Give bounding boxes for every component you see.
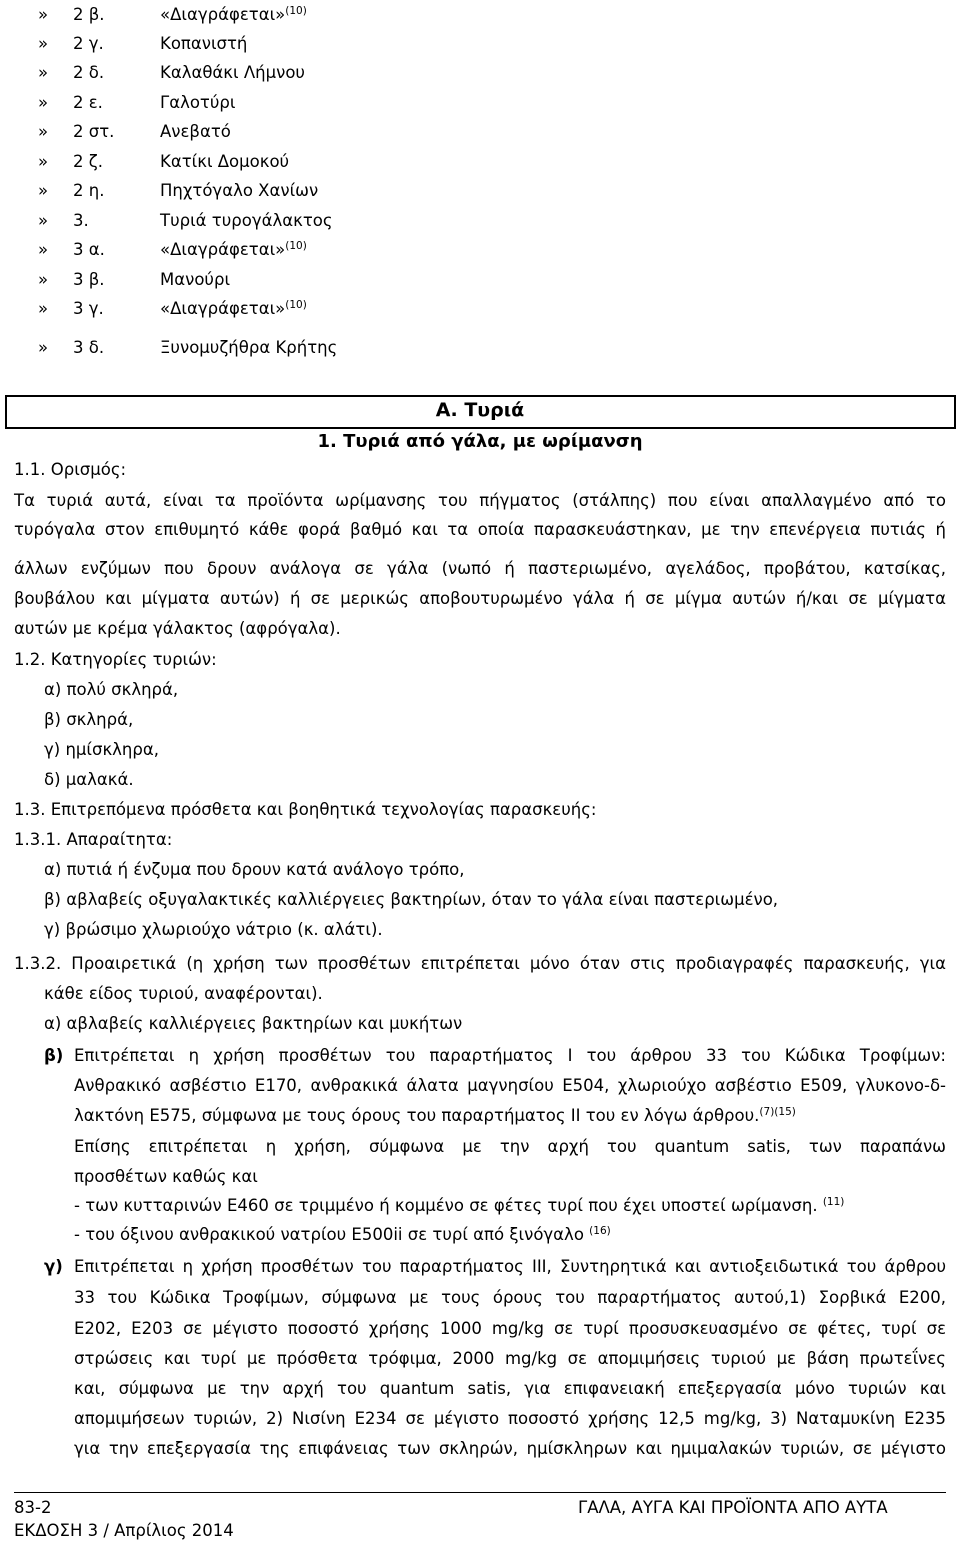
paragraph-line: βουβάλου και μίγματα αυτών) ή σε μερικώς αποβουτυρωμένο γάλα ή σε μίγμα αυτών ή/και σε μίγματα — [14, 589, 946, 608]
subsection-title: 1.2. Κατηγορίες τυριών: — [14, 650, 217, 669]
paragraph-line: απομιμήσεων τυριών, 2) Νισίνη Ε234 σε μέγιστο ποσοστό χρήσης 12,5 mg/kg, 3) Ναταμυκίνη Ε235 — [74, 1409, 946, 1428]
toc-number: 2 β. — [73, 5, 105, 24]
list-item: δ) μαλακά. — [44, 770, 134, 789]
toc-title: Ξυνομυζήθρα Κρήτης — [160, 338, 338, 357]
toc-item — [0, 265, 600, 295]
list-label: β) — [44, 1046, 64, 1065]
paragraph-line: 1.3.2. Προαιρετικά (η χρήση των προσθέτων επιτρέπεται μόνο όταν στις προδιαγραφές παρασκευής, για — [14, 954, 946, 973]
section-heading: Α. Τυριά — [435, 399, 525, 421]
footnote-ref: (10) — [285, 299, 307, 311]
toc-item — [0, 333, 600, 363]
toc-item — [0, 29, 600, 59]
paragraph-line: αυτών με κρέμα γάλακτος (αφρόγαλα). — [14, 619, 341, 638]
toc-number: 2 γ. — [73, 34, 104, 53]
footer-divider — [14, 1492, 946, 1493]
toc-number: 3 α. — [73, 240, 105, 259]
list-item: α) πολύ σκληρά, — [44, 680, 179, 699]
footnote-ref: (7)(15) — [759, 1106, 796, 1118]
toc-marker: » — [38, 122, 49, 141]
paragraph-line: κάθε είδος τυριού, αναφέρονται). — [44, 984, 323, 1003]
footnote-ref: (10) — [285, 240, 307, 252]
paragraph-line: Επιτρέπεται η χρήση προσθέτων του παραρτήματος Ι του άρθρου 33 του Κώδικα Τροφίμων: — [74, 1046, 946, 1065]
paragraph-line: για την επεξεργασία της επιφάνειας των σκληρών, ημίσκληρων και ημιμαλακών τυριών, σε μέγιστο — [74, 1439, 946, 1458]
toc-marker: » — [38, 299, 49, 318]
subsection-title: 1.1. Ορισμός: — [14, 460, 127, 479]
paragraph-line: Επιτρέπεται η χρήση προσθέτων του παραρτήματος ΙΙΙ, Συντηρητικά και αντιοξειδωτικά του άρθρου — [74, 1257, 946, 1276]
paragraph-line: άλλων ενζύμων που δρουν ανάλογα σε γάλα (νωπό ή παστεριωμένο, αγελάδος, προβάτου, κατσίκας, — [14, 559, 946, 578]
toc-marker: » — [38, 34, 49, 53]
footnote-ref: (16) — [589, 1225, 611, 1237]
toc-title: Μανούρι — [160, 270, 231, 289]
list-item: γ) ημίσκληρα, — [44, 740, 159, 759]
toc-number: 2 η. — [73, 181, 105, 200]
paragraph-line: τυρόγαλα στον επιθυμητό κάθε φορά βαθμό και τα οποία παρασκευάστηκαν, με την επενέργεια πυτιάς ή — [14, 520, 946, 539]
toc-marker: » — [38, 63, 49, 82]
list-item: γ) βρώσιμο χλωριούχο νάτριο (κ. αλάτι). — [44, 920, 383, 939]
paragraph-line: Ε202, Ε203 σε μέγιστο ποσοστό χρήσης 1000 mg/kg σε τυρί προσυσκευασμένο σε φέτες, τυρί σε — [74, 1319, 946, 1338]
toc-number: 3 γ. — [73, 299, 104, 318]
toc-title: Τυριά τυρογάλακτος — [160, 211, 333, 230]
list-item: β) σκληρά, — [44, 710, 134, 729]
toc-item — [0, 88, 600, 118]
toc-title: Κοπανιστή — [160, 34, 248, 53]
toc-marker: » — [38, 152, 49, 171]
toc-number: 3 δ. — [73, 338, 105, 357]
toc-number: 2 στ. — [73, 122, 115, 141]
toc-item — [0, 117, 600, 147]
footnote-ref: (11) — [822, 1196, 845, 1208]
toc-item — [0, 294, 600, 324]
paragraph-line: και, σύμφωνα με την αρχή του quantum satis, για επιφανειακή επεξεργασία μόνο τυριών και — [74, 1379, 946, 1398]
paragraph-line: 33 του Κώδικα Τροφίμων, σύμφωνα με τους όρους του παραρτήματος αυτού,1) Σορβικά Ε200, — [74, 1288, 946, 1307]
footer-page-number: 83-2 — [14, 1498, 52, 1517]
toc-item — [0, 206, 600, 236]
toc-item — [0, 147, 600, 177]
subsection-title: 1.3. Επιτρεπόμενα πρόσθετα και βοηθητικά τεχνολογίας παρασκευής: — [14, 800, 597, 819]
toc-item — [0, 176, 600, 206]
toc-marker: » — [38, 5, 49, 24]
toc-title: «Διαγράφεται»$^{(10)}$ — [160, 5, 307, 24]
paragraph-line: Επίσης επιτρέπεται η χρήση, σύμφωνα με την αρχή του quantum satis, των παραπάνω — [74, 1137, 946, 1156]
toc-title: «Διαγράφεται»$^{(10)}$ — [160, 299, 307, 318]
toc-title: Ανεβατό — [160, 122, 231, 141]
toc-number: 2 ζ. — [73, 152, 103, 171]
list-item: α) αβλαβείς καλλιέργειες βακτηρίων και μυκήτων — [44, 1014, 463, 1033]
toc-marker: » — [38, 211, 49, 230]
paragraph-line: Τα τυριά αυτά, είναι τα προϊόντα ωρίμανσης του πήγματος (στάλπης) που είναι απαλλαγμένο από το — [14, 491, 946, 510]
paragraph-line: - του όξινου ανθρακικού νατρίου Ε500ii σε τυρί από ξινόγαλο $^{(16)}$ — [74, 1225, 611, 1244]
toc-marker: » — [38, 338, 49, 357]
toc-number: 2 δ. — [73, 63, 105, 82]
list-label: γ) — [44, 1257, 63, 1276]
footer-chapter: ΓΑΛΑ, ΑΥΓΑ ΚΑΙ ΠΡΟΪΟΝΤΑ ΑΠΟ ΑΥΤΑ — [578, 1498, 888, 1517]
toc-title: Γαλοτύρι — [160, 93, 236, 112]
section-subheading: 1. Τυριά από γάλα, με ωρίμανση — [317, 431, 643, 452]
footer-edition: ΕΚΔΟΣΗ 3 / Απρίλιος 2014 — [14, 1521, 234, 1540]
toc-title: Καλαθάκι Λήμνου — [160, 63, 305, 82]
toc-marker: » — [38, 93, 49, 112]
toc-number: 3. — [73, 211, 89, 230]
list-item: α) πυτιά ή ένζυμα που δρουν κατά ανάλογο τρόπο, — [44, 860, 465, 879]
footnote-ref: (10) — [285, 5, 307, 17]
subsection-title: 1.3.1. Απαραίτητα: — [14, 830, 173, 849]
paragraph-line: - των κυτταρινών Ε460 σε τριμμένο ή κομμένο σε φέτες τυρί που έχει υποστεί ωρίμανση. $^{(11)}$ — [74, 1196, 845, 1215]
paragraph-line: προσθέτων καθώς και — [74, 1167, 258, 1186]
toc-title: Πηχτόγαλο Χανίων — [160, 181, 319, 200]
toc-marker: » — [38, 240, 49, 259]
toc-marker: » — [38, 270, 49, 289]
toc-title: Κατίκι Δομοκού — [160, 152, 290, 171]
toc-number: 2 ε. — [73, 93, 103, 112]
toc-item — [0, 0, 600, 30]
list-item: β) αβλαβείς οξυγαλακτικές καλλιέργειες βακτηρίων, όταν το γάλα είναι παστεριωμένο, — [44, 890, 779, 909]
toc-item — [0, 58, 600, 88]
paragraph-line: στρώσεις και τυρί με πρόσθετα τρόφιμα, 2000 mg/kg σε απομιμήσεις τυριού με βάση πρωτεΐνες — [74, 1349, 946, 1368]
toc-number: 3 β. — [73, 270, 105, 289]
paragraph-line: λακτόνη Ε575, σύμφωνα με τους όρους του παραρτήματος ΙΙ του εν λόγω άρθρου.$^{(7)(15)}$ — [74, 1106, 796, 1125]
toc-title: «Διαγράφεται»$^{(10)}$ — [160, 240, 307, 259]
toc-marker: » — [38, 181, 49, 200]
toc-item — [0, 235, 600, 265]
paragraph-line: Ανθρακικό ασβέστιο Ε170, ανθρακικά άλατα μαγνησίου Ε504, χλωριούχο ασβέστιο Ε509, γλυκονο-δ- — [74, 1076, 946, 1095]
